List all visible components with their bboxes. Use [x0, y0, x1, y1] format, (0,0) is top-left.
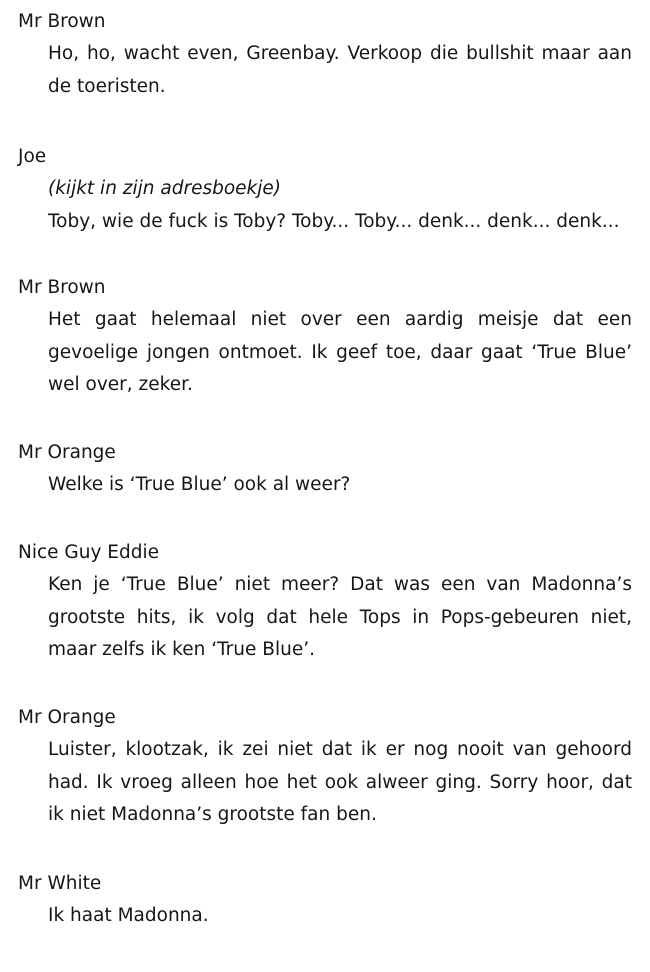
dialogue-line: Ik haat Madonna. [48, 905, 209, 926]
speaker-name: Nice Guy Eddie [18, 542, 159, 563]
speaker-name: Mr Orange [18, 707, 116, 728]
speaker-name: Mr Brown [18, 11, 106, 32]
stage-direction: (kijkt in zijn adresboekje) [48, 178, 282, 199]
dialogue-line: Toby, wie de fuck is Toby? Toby... Toby... denk... denk... denk... [48, 210, 620, 232]
dialogue-block [18, 537, 632, 667]
dialogue-line: Welke is ‘True Blue’ ook al weer? [48, 474, 351, 495]
speaker-name: Mr White [18, 873, 102, 894]
speaker-name: Mr Brown [18, 277, 106, 298]
dialogue-block [18, 437, 632, 502]
dialogue-block [18, 868, 632, 933]
dialogue-line: Ho, ho, wacht even, Greenbay. Verkoop die bullshit maar aan de toeristen. [48, 43, 632, 97]
dialogue-line: Ken je ‘True Blue’ niet meer? Dat was een van Madonna’s grootste hits, ik volg dat hele Tops in Pops-gebeuren niet, maar zelfs ik ken ‘True Blue’. [48, 574, 632, 660]
dialogue-block [18, 141, 632, 238]
dialogue-block [18, 272, 632, 402]
dialogue-block [18, 702, 632, 832]
dialogue-line: Het gaat helemaal niet over een aardig meisje dat een gevoelige jongen ontmoet. Ik geef toe, daar gaat ‘True Blue’ wel over, zeker. [48, 309, 632, 395]
speaker-name: Mr Orange [18, 442, 116, 463]
speaker-name: Joe [18, 146, 47, 167]
dialogue-block [18, 6, 632, 103]
dialogue-line: Luister, klootzak, ik zei niet dat ik er nog nooit van gehoord had. Ik vroeg alleen hoe het ook alweer ging. Sorry hoor, dat ik niet Madonna’s grootste fan ben. [48, 739, 632, 825]
